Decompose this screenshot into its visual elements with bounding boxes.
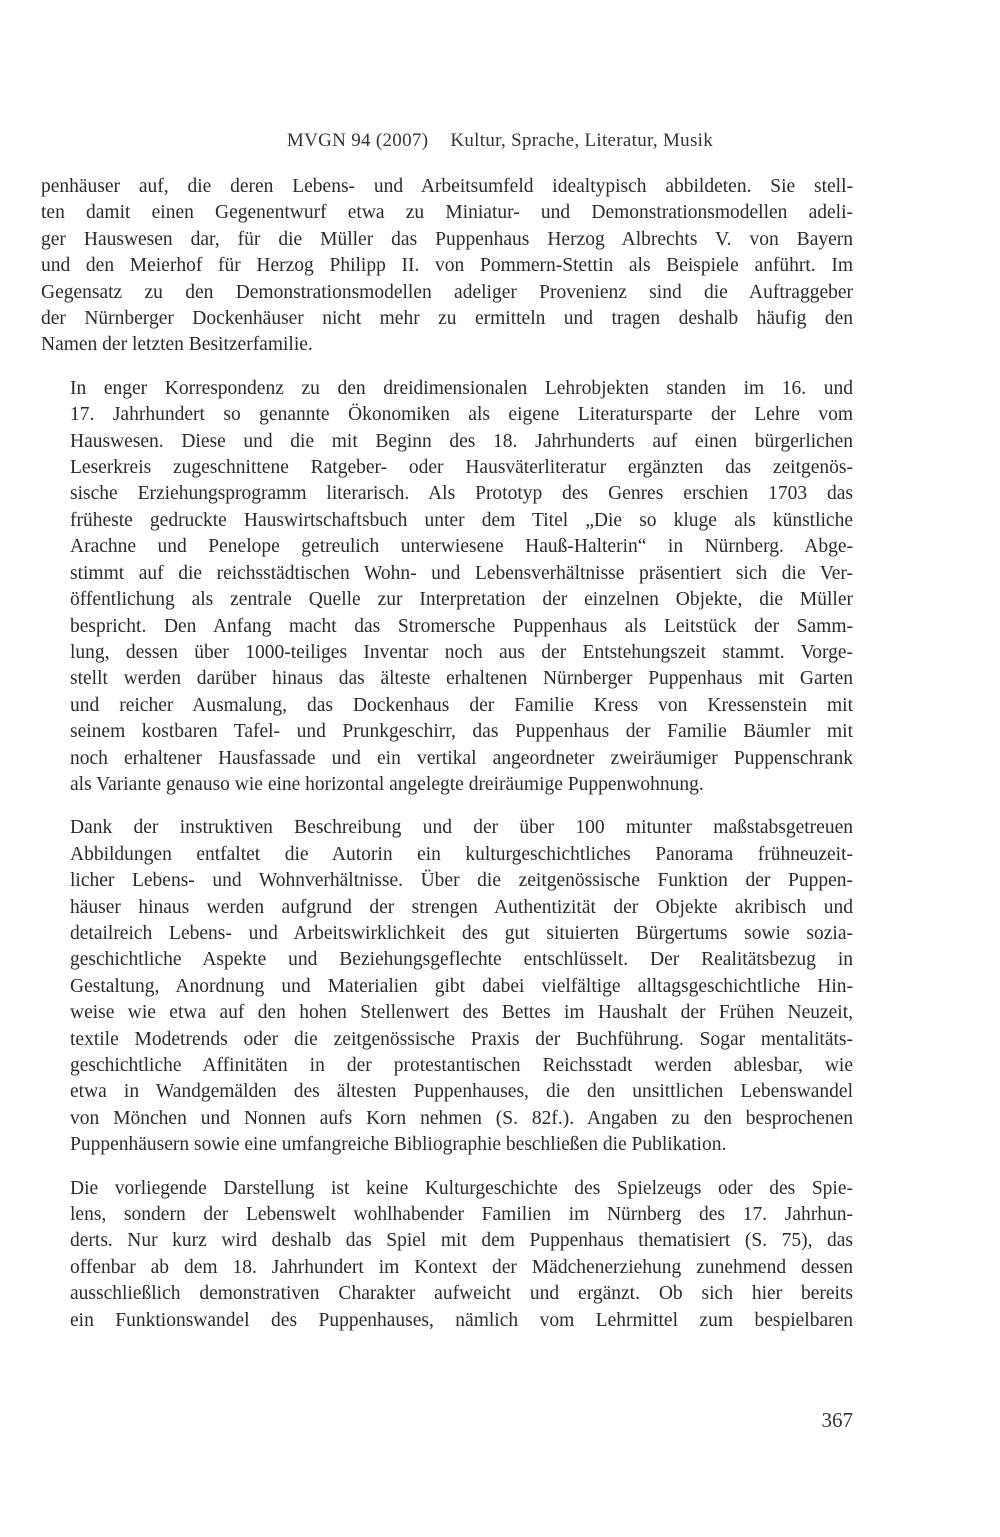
text-line: der Nürnberger Dockenhäuser nicht mehr zu ermitteln und tragen deshalb häufig den xyxy=(41,308,853,330)
paragraph xyxy=(41,376,853,799)
text-line: häuser hinaus werden aufgrund der strengen Authentizität der Objekte akribisch und xyxy=(70,896,853,918)
text-line: ein Funktionswandel des Puppenhauses, nämlich vom Lehrmittel zum bespielbaren xyxy=(70,1309,853,1331)
text-line: früheste gedruckte Hauswirtschaftsbuch unter dem Titel „Die so kluge als künstliche xyxy=(70,509,853,531)
body-text xyxy=(41,174,853,1351)
text-line: In enger Korrespondenz zu den dreidimensionalen Lehrobjekten standen im 16. und xyxy=(70,377,853,399)
text-line: als Variante genauso wie eine horizontal angelegte dreiräumige Puppenwohnung. xyxy=(70,773,704,795)
text-line: Die vorliegende Darstellung ist keine Kulturgeschichte des Spielzeugs oder des Spie- xyxy=(70,1177,853,1199)
text-line: stellt werden darüber hinaus das älteste erhaltenen Nürnberger Puppenhaus mit Garten xyxy=(70,668,853,690)
text-line: Hauswesen. Diese und die mit Beginn des 18. Jahrhunderts auf einen bürgerlichen xyxy=(70,430,853,452)
text-line: ten damit einen Gegenentwurf etwa zu Miniatur- und Demonstrationsmodellen adeli- xyxy=(41,202,853,224)
text-line: und den Meierhof für Herzog Philipp II. von Pommern-Stettin als Beispiele anführt. Im xyxy=(41,255,853,277)
running-head xyxy=(0,130,1000,152)
running-head-section: Kultur, Sprache, Literatur, Musik xyxy=(450,130,714,151)
text-line: lung, dessen über 1000-teiliges Inventar noch aus der Entstehungszeit stammt. Vorge- xyxy=(70,641,853,663)
paragraph xyxy=(41,815,853,1158)
text-line: öffentlichung als zentrale Quelle zur Interpretation der einzelnen Objekte, die Müller xyxy=(70,589,853,611)
text-line: Dank der instruktiven Beschreibung und der über 100 mitunter maßstabsgetreuen xyxy=(70,817,853,839)
text-line: offenbar ab dem 18. Jahrhundert im Kontext der Mädchenerziehung zunehmend dessen xyxy=(70,1256,853,1278)
page-number: 367 xyxy=(821,1408,853,1432)
text-line: detailreich Lebens- und Arbeitswirklichkeit des gut situierten Bürgertums sowie sozia- xyxy=(70,922,853,944)
text-line: derts. Nur kurz wird deshalb das Spiel mit dem Puppenhaus thematisiert (S. 75), das xyxy=(70,1230,853,1252)
text-line: ger Hauswesen dar, für die Müller das Puppenhaus Herzog Albrechts V. von Bayern xyxy=(41,228,853,250)
running-head-journal: MVGN 94 (2007) xyxy=(286,130,429,151)
text-line: Namen der letzten Besitzerfamilie. xyxy=(41,334,313,356)
text-line: Leserkreis zugeschnittene Ratgeber- oder Hausväterliteratur ergänzten das zeitgenös- xyxy=(70,457,853,479)
text-line: Abbildungen entfaltet die Autorin ein kulturgeschichtliches Panorama frühneuzeit- xyxy=(70,843,853,865)
text-line: stimmt auf die reichsstädtischen Wohn- und Lebensverhältnisse präsentiert sich die Ver- xyxy=(70,562,853,584)
text-line: 17. Jahrhundert so genannte Ökonomiken als eigene Literatursparte der Lehre vom xyxy=(70,404,853,426)
text-line: etwa in Wandgemälden des ältesten Puppenhauses, die den unsittlichen Lebenswandel xyxy=(70,1081,853,1103)
text-line: textile Modetrends oder die zeitgenössische Praxis der Buchführung. Sogar mentalitäts- xyxy=(70,1028,853,1050)
text-line: bespricht. Den Anfang macht das Stromersche Puppenhaus als Leitstück der Samm- xyxy=(70,615,853,637)
text-line: weise wie etwa auf den hohen Stellenwert des Bettes im Haushalt der Frühen Neuzeit, xyxy=(70,1002,853,1024)
text-line: noch erhaltener Hausfassade und ein vertikal angeordneter zweiräumiger Puppenschrank xyxy=(70,747,853,769)
paragraph xyxy=(41,1176,853,1334)
text-line: penhäuser auf, die deren Lebens- und Arbeitsumfeld idealtypisch abbildeten. Sie stell- xyxy=(41,176,853,197)
text-line: ausschließlich demonstrativen Charakter aufweicht und ergänzt. Ob sich hier bereits xyxy=(70,1283,853,1305)
text-line: geschichtliche Aspekte und Beziehungsgeflechte entschlüsselt. Der Realitätsbezug in xyxy=(70,949,853,971)
text-line: geschichtliche Affinitäten in der protestantischen Reichsstadt werden ablesbar, wie xyxy=(70,1055,853,1076)
text-line: seinem kostbaren Tafel- und Prunkgeschirr, das Puppenhaus der Familie Bäumler mit xyxy=(70,721,853,743)
text-line: und reicher Ausmalung, das Dockenhaus der Familie Kress von Kressenstein mit xyxy=(70,694,853,716)
text-line: von Mönchen und Nonnen aufs Korn nehmen (S. 82f.). Angaben zu den besprochenen xyxy=(70,1107,853,1129)
text-line: sische Erziehungsprogramm literarisch. Als Prototyp des Genres erschien 1703 das xyxy=(70,483,853,505)
paragraph xyxy=(41,174,853,359)
text-line: Gegensatz zu den Demonstrationsmodellen adeliger Provenienz sind die Auftraggeber xyxy=(41,281,853,303)
text-line: Arachne und Penelope getreulich unterwiesene Hauß-Halterin“ in Nürnberg. Abge- xyxy=(70,536,853,558)
text-line: licher Lebens- und Wohnverhältnisse. Über die zeitgenössische Funktion der Puppen- xyxy=(70,870,853,892)
text-line: lens, sondern der Lebenswelt wohlhabender Familien im Nürnberg des 17. Jahrhun- xyxy=(70,1204,853,1226)
text-line: Gestaltung, Anordnung und Materialien gibt dabei vielfältige alltagsgeschichtliche Hin- xyxy=(70,975,853,997)
text-line: Puppenhäusern sowie eine umfangreiche Bibliographie beschließen die Publikation. xyxy=(70,1134,727,1156)
